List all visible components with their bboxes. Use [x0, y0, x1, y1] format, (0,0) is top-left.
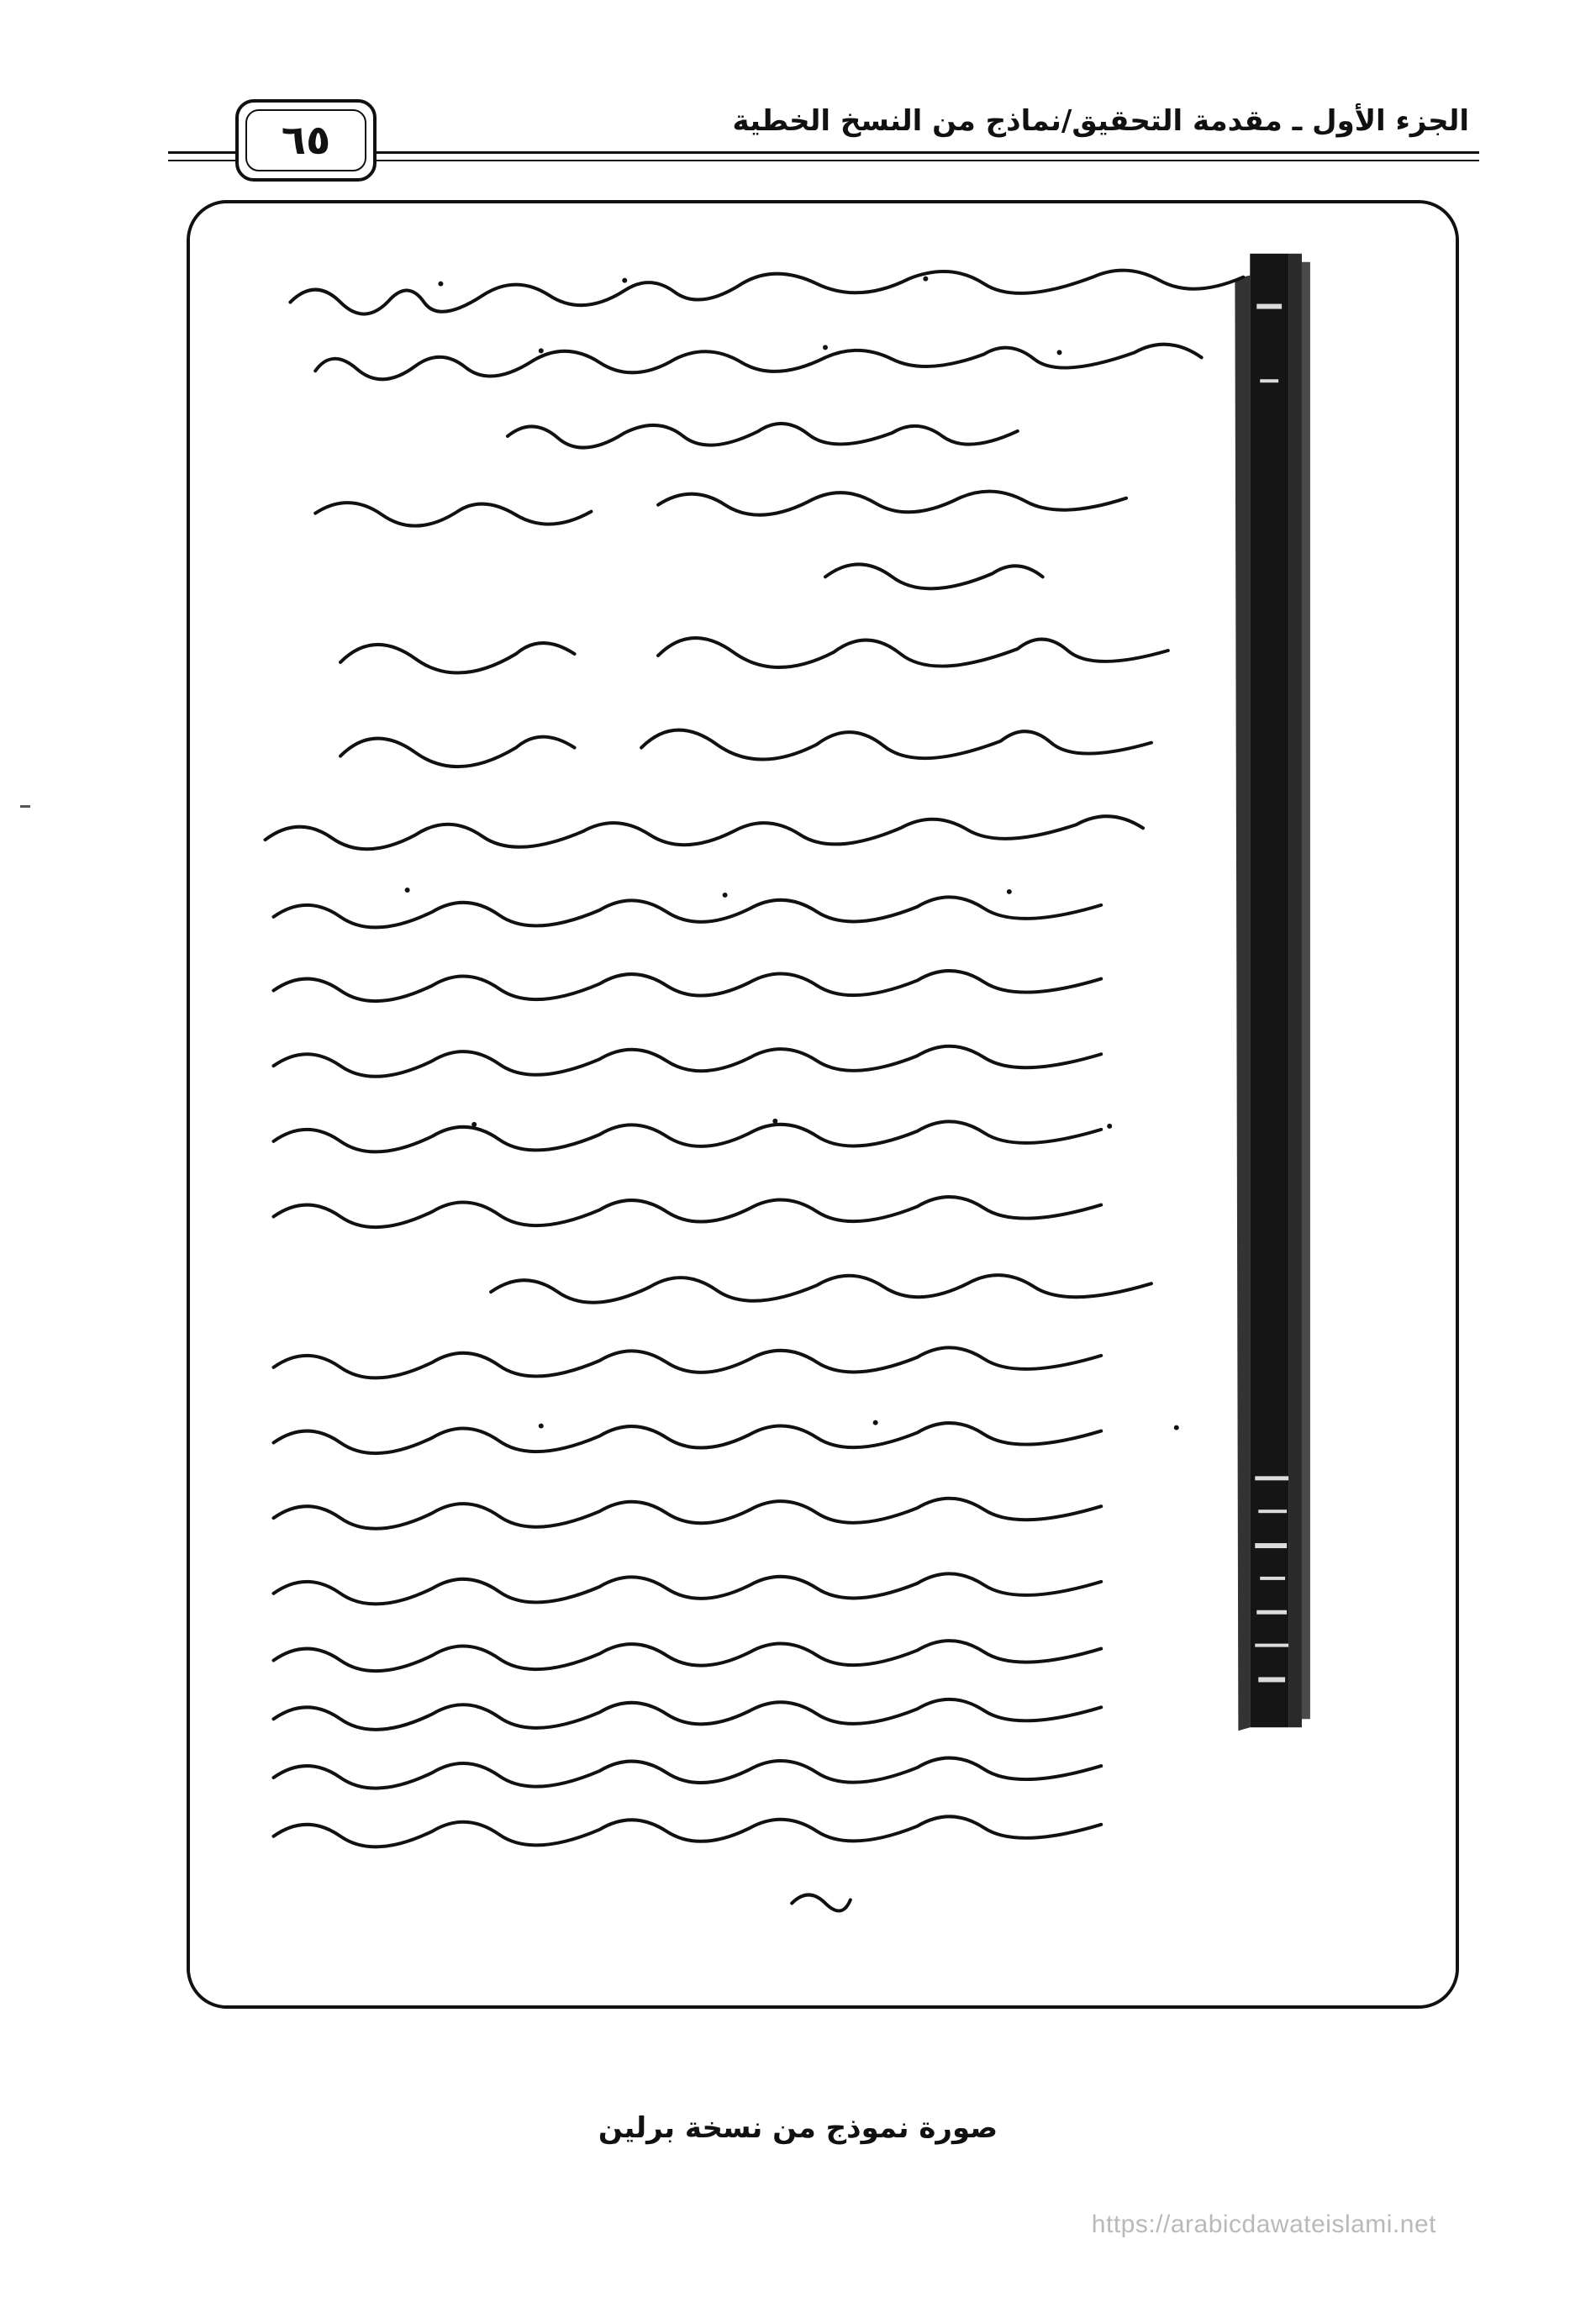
running-header: [168, 92, 1479, 185]
page-number-box: [235, 99, 377, 182]
running-header-title: الجزء الأول ـ مقدمة التحقيق/نماذج من النسخ الخطية: [732, 104, 1469, 138]
margin-mark: [20, 805, 30, 808]
watermark-url: https://arabicdawateislami.net: [1091, 2210, 1436, 2238]
figure-caption: صورة نموذج من نسخة برلين: [598, 2111, 998, 2145]
manuscript-facsimile: [187, 200, 1459, 2009]
manuscript-handwriting-image: [190, 203, 1456, 2005]
page-number: ٦٥: [281, 117, 331, 164]
manuscript-binding-edge: [1235, 254, 1310, 1731]
